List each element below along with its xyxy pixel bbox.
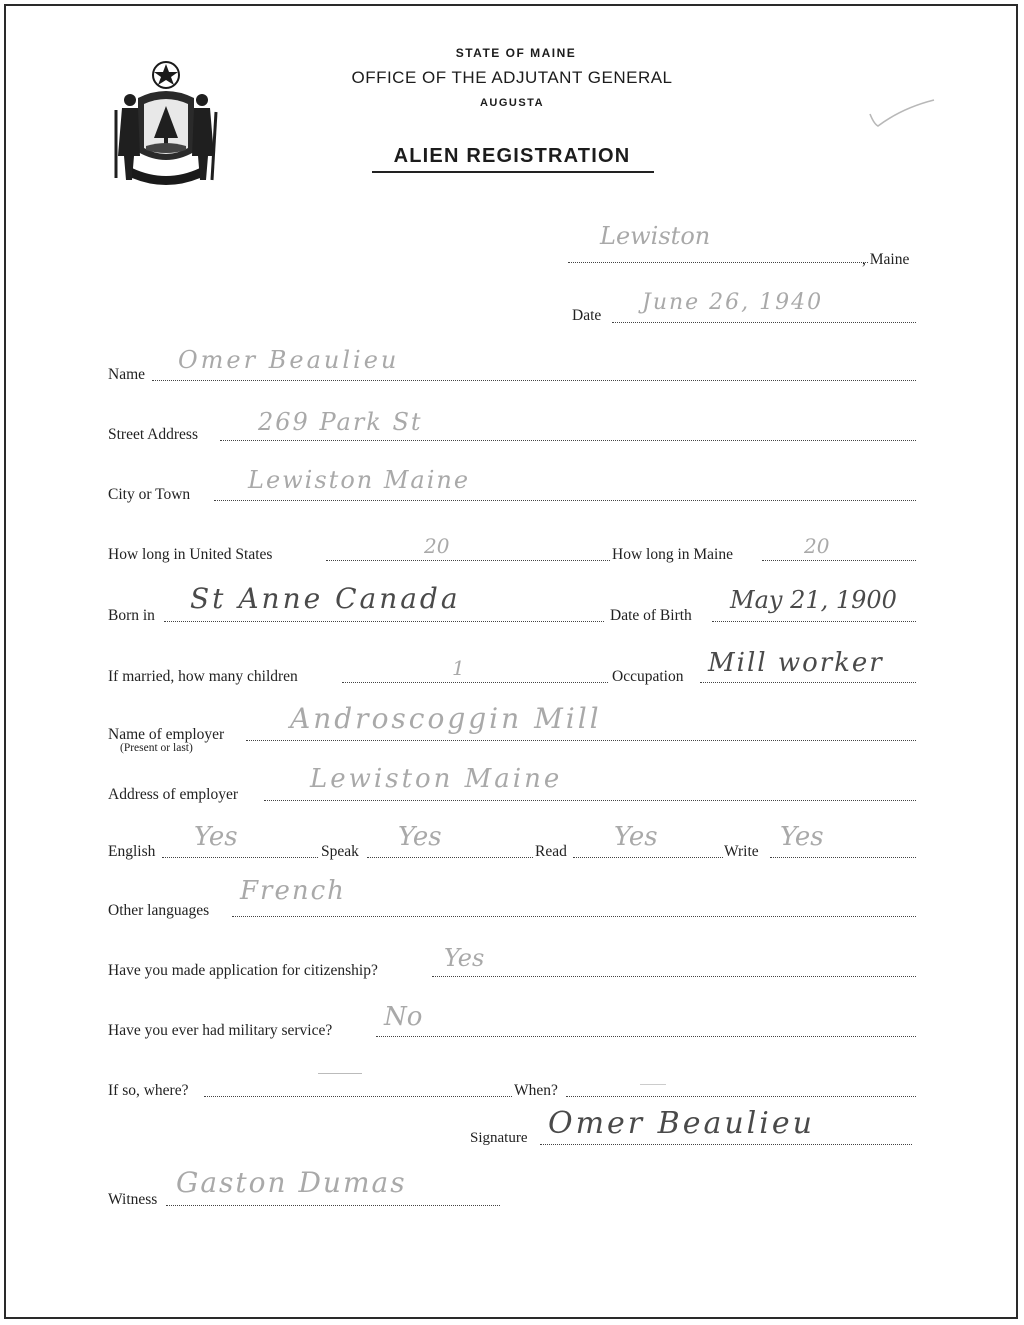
speak-line: [367, 857, 533, 858]
speak-label: Speak: [321, 843, 359, 860]
employer-address-label: Address of employer: [108, 786, 238, 803]
born-in-line: [164, 621, 604, 622]
street-address-label: Street Address: [108, 426, 198, 443]
header-office: OFFICE OF THE ADJUTANT GENERAL: [351, 68, 673, 87]
witness-line: [166, 1205, 500, 1206]
english-line: [162, 857, 318, 858]
occupation-line: [700, 682, 916, 683]
children-value: 1: [452, 656, 465, 680]
citizenship-label: Have you made application for citizenship?: [108, 962, 378, 979]
how-long-maine-label: How long in Maine: [612, 546, 733, 563]
occupation-value: Mill worker: [708, 648, 884, 678]
city-town-line: [214, 500, 916, 501]
employer-name-line: [246, 740, 916, 741]
write-line: [770, 857, 916, 858]
employer-address-line: [264, 800, 916, 801]
witness-value: Gaston Dumas: [176, 1166, 407, 1199]
how-long-us-value: 20: [424, 534, 450, 558]
city-town-value: Lewiston Maine: [248, 466, 471, 494]
name-label: Name: [108, 366, 146, 383]
if-so-where-line: [204, 1096, 512, 1097]
military-value: No: [384, 1002, 423, 1032]
if-so-where-label: If so, where?: [108, 1082, 189, 1099]
read-label: Read: [535, 843, 567, 860]
born-in-label: Born in: [108, 607, 155, 624]
employer-note: (Present or last): [120, 742, 193, 754]
employer-name-label: Name of employer: [108, 726, 225, 743]
name-value: Omer Beaulieu: [178, 346, 400, 374]
children-line: [342, 682, 608, 683]
form-title: ALIEN REGISTRATION: [393, 145, 631, 167]
witness-label: Witness: [108, 1191, 158, 1208]
name-line: [152, 380, 916, 381]
military-label: Have you ever had military service?: [108, 1022, 333, 1039]
town-line: [568, 262, 868, 263]
street-address-value: 269 Park St: [258, 408, 423, 436]
read-value: Yes: [614, 822, 658, 852]
english-value: Yes: [194, 822, 238, 852]
header-city: AUGUSTA: [479, 97, 545, 109]
when-line: [566, 1096, 916, 1097]
how-long-maine-value: 20: [804, 534, 830, 558]
signature-line: [540, 1144, 912, 1145]
other-languages-value: French: [240, 876, 346, 906]
date-label: Date: [572, 307, 602, 324]
city-town-label: City or Town: [108, 486, 191, 503]
citizenship-value: Yes: [444, 944, 485, 972]
citizenship-line: [432, 976, 916, 977]
date-value: June 26, 1940: [642, 290, 824, 315]
children-label: If married, how many children: [108, 668, 298, 685]
date-of-birth-line: [712, 621, 916, 622]
english-label: English: [108, 843, 156, 860]
date-of-birth-value: May 21, 1900: [730, 586, 897, 614]
how-long-us-line: [326, 560, 610, 561]
born-in-value: St Anne Canada: [190, 582, 461, 615]
town-value: Lewiston: [600, 222, 711, 250]
date-of-birth-label: Date of Birth: [610, 607, 692, 624]
military-line: [376, 1036, 916, 1037]
read-line: [573, 857, 723, 858]
signature-label: Signature: [470, 1130, 528, 1146]
signature-value: Omer Beaulieu: [548, 1106, 815, 1141]
how-long-us-label: How long in United States: [108, 546, 273, 563]
write-value: Yes: [780, 822, 824, 852]
street-address-line: [220, 440, 916, 441]
check-mark-icon: [866, 96, 938, 130]
town-suffix-label: , Maine: [862, 251, 910, 268]
other-languages-label: Other languages: [108, 902, 210, 919]
when-label: When?: [514, 1082, 558, 1099]
date-line: [612, 322, 916, 323]
write-label: Write: [724, 843, 759, 860]
how-long-maine-line: [762, 560, 916, 561]
where-dash-mark: [318, 1073, 362, 1074]
title-underline: [372, 171, 654, 173]
when-dash-mark: [640, 1084, 666, 1085]
occupation-label: Occupation: [612, 668, 684, 685]
employer-name-value: Androscoggin Mill: [290, 702, 602, 735]
employer-address-value: Lewiston Maine: [310, 764, 563, 794]
header-state: STATE OF MAINE: [455, 46, 577, 60]
other-languages-line: [232, 916, 916, 917]
speak-value: Yes: [398, 822, 442, 852]
